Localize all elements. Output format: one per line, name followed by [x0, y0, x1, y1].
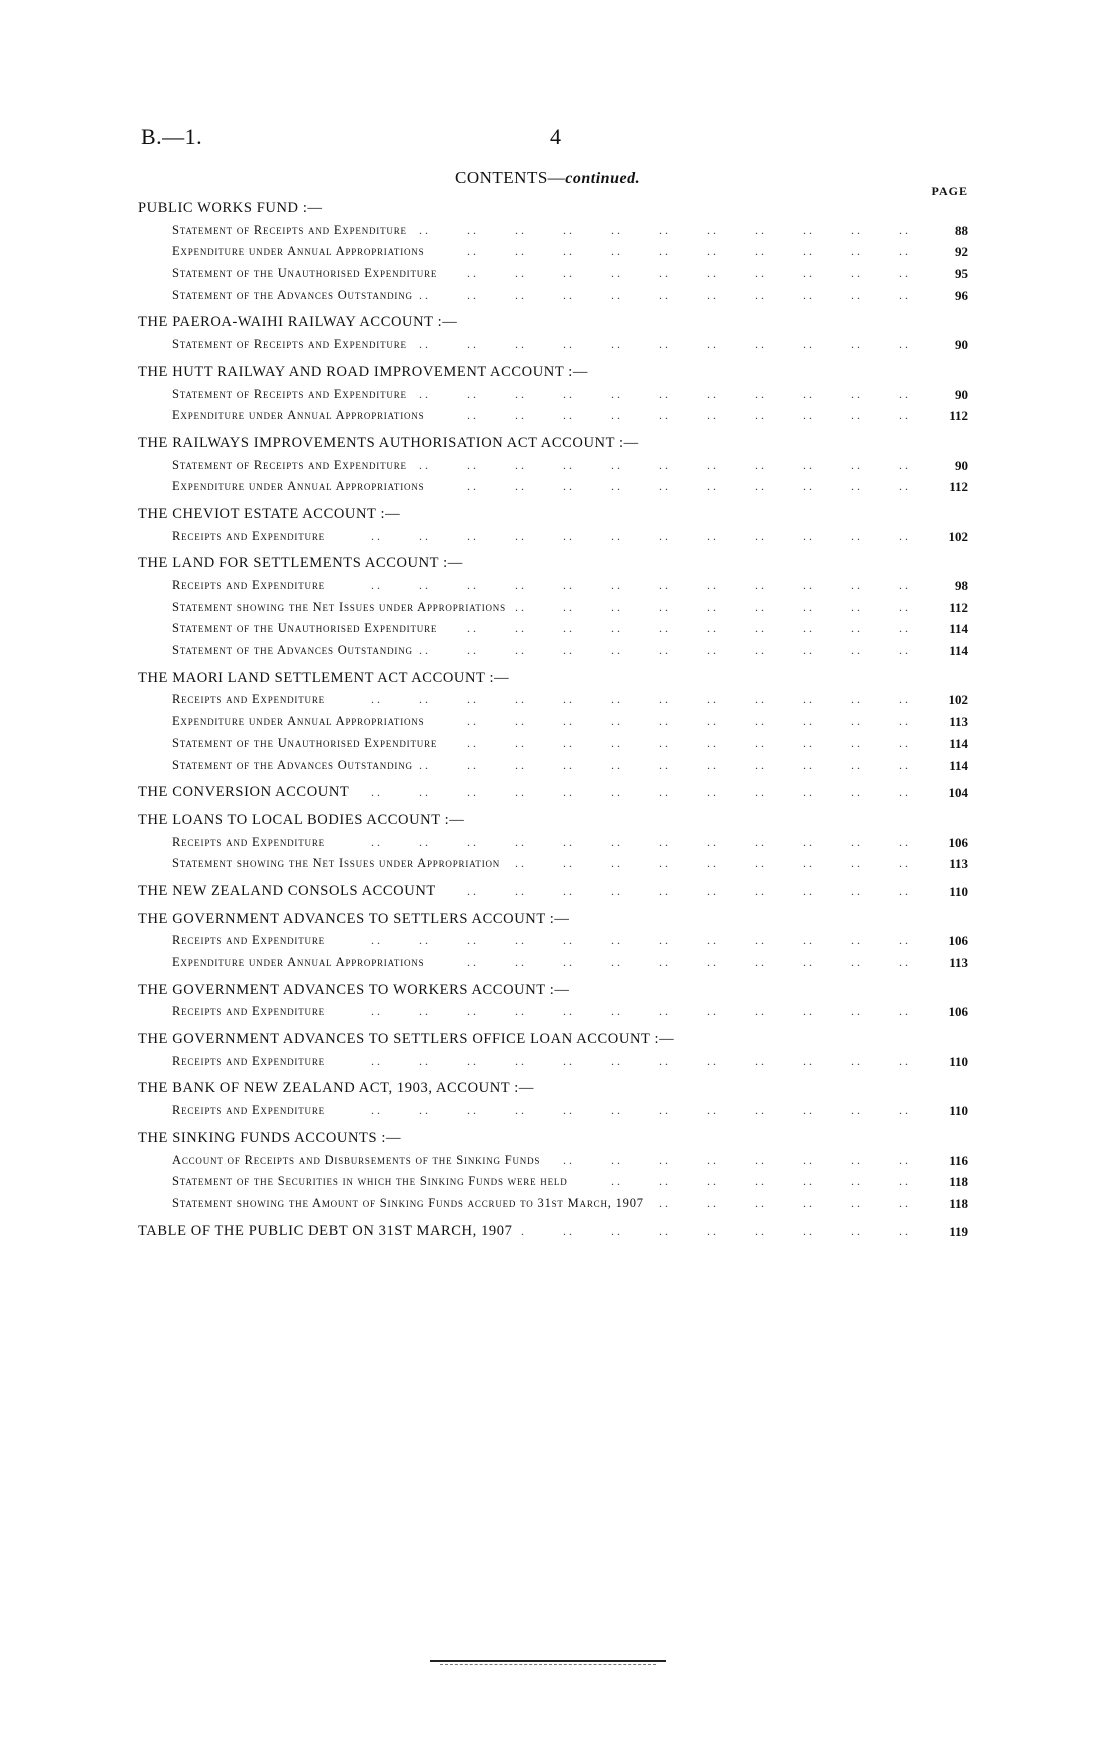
entry-label: Receipts and Expenditure: [172, 933, 331, 947]
section-heading-label: THE LOANS TO LOCAL BODIES ACCOUNT :—: [138, 812, 470, 828]
page-reference: 118: [949, 1195, 968, 1211]
entry-label: Statement of Receipts and Expenditure: [172, 458, 413, 472]
toc-section-heading: [138, 782, 968, 804]
toc-entry: [138, 455, 968, 477]
page-reference: 102: [948, 692, 968, 708]
entry-label: Receipts and Expenditure: [172, 692, 331, 706]
toc-entry: [138, 952, 968, 974]
toc-section-heading: [138, 198, 968, 220]
page-reference: 110: [949, 883, 968, 899]
toc-entry: [138, 1150, 968, 1172]
page-reference: 112: [949, 599, 968, 615]
toc-section-heading: [138, 909, 968, 931]
entry-label: Statement of the Unauthorised Expenditure: [172, 266, 443, 280]
page-reference: 112: [949, 408, 968, 424]
entry-label: Statement of Receipts and Expenditure: [172, 387, 413, 401]
entry-label: Statement showing the Net Issues under Appropriation: [172, 856, 506, 870]
section-heading-label: THE GOVERNMENT ADVANCES TO SETTLERS OFFICE LOAN ACCOUNT :—: [138, 1031, 680, 1047]
entry-label: Expenditure under Annual Appropriations: [172, 714, 430, 728]
page-column-label: PAGE: [931, 184, 968, 198]
entry-label: Expenditure under Annual Appropriations: [172, 479, 430, 493]
toc-entry: [138, 597, 968, 619]
page-reference: 116: [949, 1152, 968, 1168]
toc-section-heading: [138, 553, 968, 575]
toc-section-heading: [138, 810, 968, 832]
toc-entry: [138, 526, 968, 548]
entry-label: Statement of the Advances Outstanding: [172, 643, 419, 657]
page-reference: 90: [955, 457, 968, 473]
toc-section-heading: [138, 881, 968, 903]
toc-section-heading: [138, 433, 968, 455]
entry-label: Statement of the Unauthorised Expenditure: [172, 736, 443, 750]
entry-label: Expenditure under Annual Appropriations: [172, 244, 430, 258]
page-reference: 106: [948, 933, 968, 949]
page-reference: 104: [948, 785, 968, 801]
page-title: [455, 168, 640, 188]
section-heading-label: THE NEW ZEALAND CONSOLS ACCOUNT: [138, 883, 442, 899]
page-reference: 119: [949, 1223, 968, 1239]
toc-entry: [138, 405, 968, 427]
table-of-contents: [138, 184, 968, 1242]
section-heading-label: THE CONVERSION ACCOUNT: [138, 784, 355, 800]
page-reference: 96: [955, 287, 968, 303]
entry-label: Receipts and Expenditure: [172, 835, 331, 849]
entry-label: Receipts and Expenditure: [172, 578, 331, 592]
section-heading-label: THE HUTT RAILWAY AND ROAD IMPROVEMENT ACCOUNT :—: [138, 364, 594, 380]
toc-section-heading: [138, 1029, 968, 1051]
closing-rule-dashed: [440, 1664, 656, 1665]
toc-entry: [138, 618, 968, 640]
section-heading-label: THE GOVERNMENT ADVANCES TO WORKERS ACCOUNT :—: [138, 982, 575, 998]
page-reference: 90: [955, 337, 968, 353]
page-reference: 112: [949, 479, 968, 495]
section-heading-label: THE MAORI LAND SETTLEMENT ACT ACCOUNT :—: [138, 670, 515, 686]
toc-entry: [138, 575, 968, 597]
toc-entry: [138, 384, 968, 406]
toc-section-heading: [138, 362, 968, 384]
section-heading-label: TABLE OF THE PUBLIC DEBT ON 31ST MARCH, 1907: [138, 1223, 518, 1239]
closing-rule: [430, 1660, 666, 1662]
section-heading-label: THE RAILWAYS IMPROVEMENTS AUTHORISATION ACT ACCOUNT :—: [138, 435, 645, 451]
page-reference: 98: [955, 578, 968, 593]
page-reference: 102: [948, 528, 968, 544]
page-reference: 114: [949, 621, 968, 637]
toc-entry: [138, 334, 968, 356]
toc-entry: [138, 476, 968, 498]
page-reference: 90: [955, 386, 968, 402]
toc-entry: [138, 1051, 968, 1073]
page-reference: 113: [949, 955, 968, 970]
page-reference: 113: [949, 856, 968, 872]
page-reference: 92: [955, 244, 968, 260]
toc-entry: [138, 1100, 968, 1122]
toc-section-heading: [138, 312, 968, 334]
entry-label: Statement of the Advances Outstanding: [172, 758, 419, 772]
page-reference: 113: [949, 714, 968, 730]
section-heading-label: THE PAEROA-WAIHI RAILWAY ACCOUNT :—: [138, 314, 463, 330]
entry-label: Statement of the Advances Outstanding: [172, 288, 419, 302]
entry-label: Receipts and Expenditure: [172, 529, 331, 543]
entry-label: Receipts and Expenditure: [172, 1103, 331, 1117]
toc-entry: [138, 755, 968, 777]
toc-entry: [138, 220, 968, 242]
document-reference: B.—1.: [141, 124, 203, 149]
toc-section-heading: [138, 980, 968, 1002]
page-reference: 88: [955, 222, 968, 238]
title-continued: continued.: [565, 170, 641, 187]
toc-entry: [138, 930, 968, 952]
page-reference: 114: [949, 757, 968, 773]
toc-section-heading: [138, 1078, 968, 1100]
toc-entry: [138, 832, 968, 854]
entry-label: Expenditure under Annual Appropriations: [172, 408, 430, 422]
page-reference: 118: [949, 1174, 968, 1190]
toc-entry: [138, 640, 968, 662]
page-number: 4: [550, 124, 561, 149]
toc-entry: [138, 689, 968, 711]
page-reference: 95: [955, 266, 968, 282]
entry-label: Statement of the Securities in which the Sinking Funds were held: [172, 1174, 574, 1188]
page-reference: 110: [949, 1103, 968, 1119]
page-reference: 106: [948, 834, 968, 850]
title-main: CONTENTS—: [455, 168, 566, 187]
entry-label: Statement showing the Amount of Sinking Funds accrued to 31st March, 1907: [172, 1196, 650, 1210]
toc-entry: [138, 285, 968, 307]
entry-label: Account of Receipts and Disbursements of the Sinking Funds: [172, 1153, 546, 1167]
entry-label: Statement showing the Net Issues under Appropriations: [172, 600, 512, 614]
page-reference: 114: [949, 735, 968, 751]
toc-entry: [138, 733, 968, 755]
section-heading-label: THE LAND FOR SETTLEMENTS ACCOUNT :—: [138, 555, 469, 571]
toc-entry: [138, 1193, 968, 1215]
toc-entry: [138, 1171, 968, 1193]
section-heading-label: THE GOVERNMENT ADVANCES TO SETTLERS ACCOUNT :—: [138, 911, 576, 927]
page-reference: 110: [949, 1053, 968, 1069]
toc-section-heading: [138, 1221, 968, 1243]
section-heading-label: THE BANK OF NEW ZEALAND ACT, 1903, ACCOUNT :—: [138, 1080, 540, 1096]
toc-entry: [138, 1001, 968, 1023]
toc-entry: [138, 853, 968, 875]
entry-label: Statement of the Unauthorised Expenditure: [172, 621, 443, 635]
page-reference: 106: [948, 1004, 968, 1020]
section-heading-label: PUBLIC WORKS FUND :—: [138, 200, 329, 216]
section-heading-label: THE CHEVIOT ESTATE ACCOUNT :—: [138, 506, 406, 522]
toc-section-heading: [138, 668, 968, 690]
toc-entry: [138, 263, 968, 285]
section-heading-label: THE SINKING FUNDS ACCOUNTS :—: [138, 1130, 407, 1146]
entry-label: Expenditure under Annual Appropriations: [172, 955, 430, 969]
toc-entry: [138, 241, 968, 263]
toc-entry: [138, 711, 968, 733]
toc-section-heading: [138, 504, 968, 526]
entry-label: Receipts and Expenditure: [172, 1004, 331, 1018]
page-reference: 114: [949, 643, 968, 659]
toc-section-heading: [138, 1128, 968, 1150]
entry-label: Statement of Receipts and Expenditure: [172, 337, 413, 351]
entry-label: Receipts and Expenditure: [172, 1054, 331, 1068]
entry-label: Statement of Receipts and Expenditure: [172, 223, 413, 237]
